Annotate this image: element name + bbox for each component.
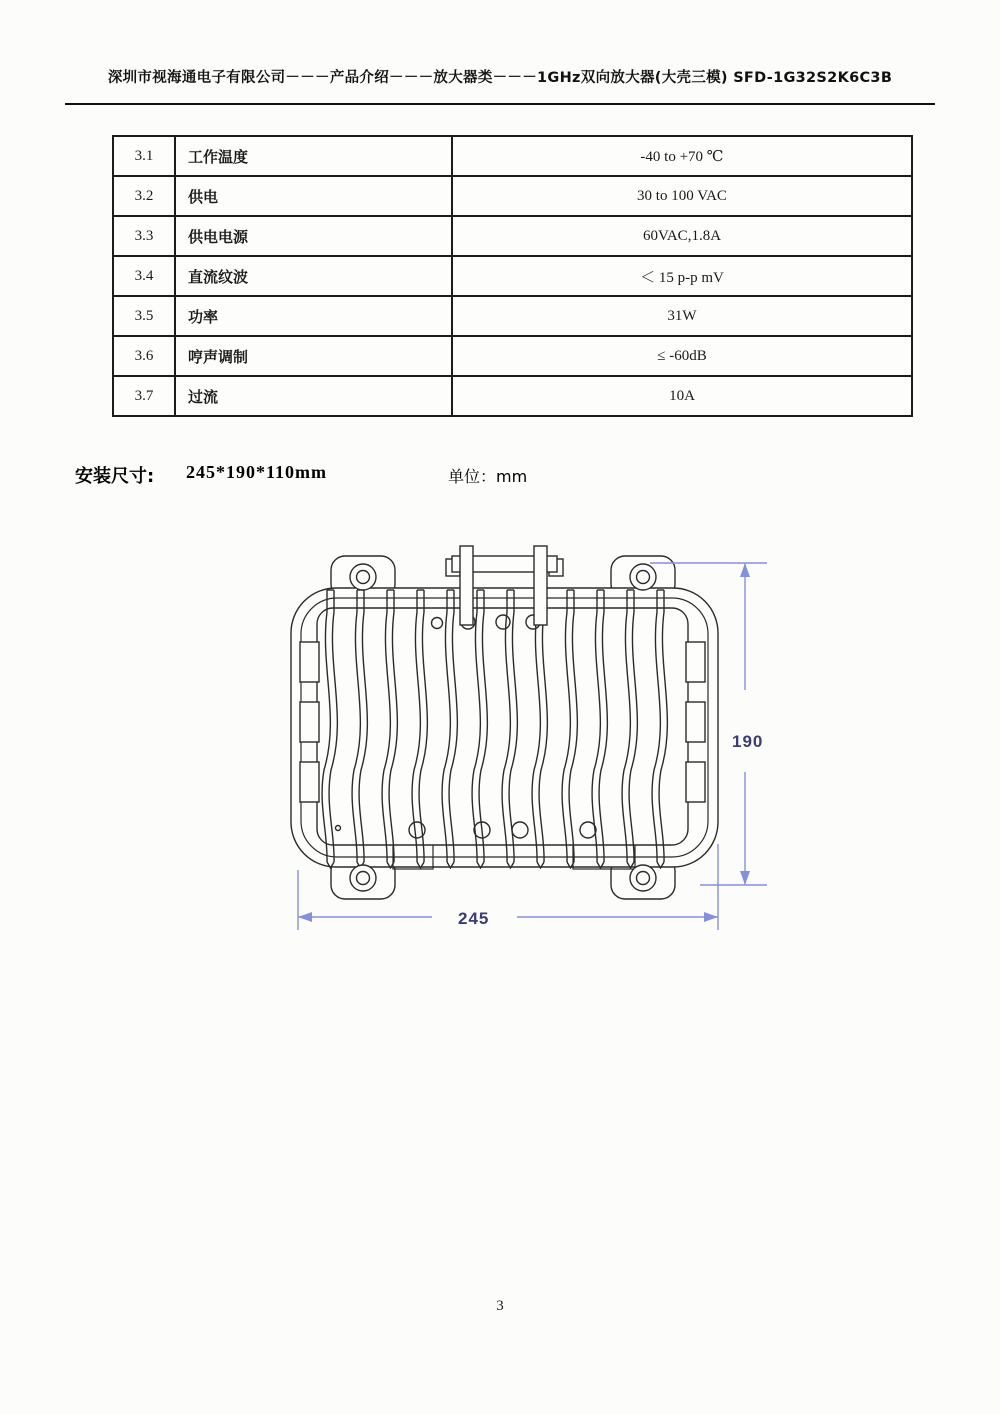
spec-value: ≤ -60dB — [452, 336, 912, 376]
header-divider-rule — [65, 103, 935, 105]
table-row — [113, 176, 912, 216]
spec-name: 直流纹波 — [175, 256, 452, 296]
table-row — [113, 296, 912, 336]
table-row — [113, 216, 912, 256]
table-row — [113, 136, 912, 176]
height-dimension-label: 190 — [732, 732, 764, 751]
spec-row-number: 3.4 — [113, 256, 175, 296]
spec-name: 哼声调制 — [175, 336, 452, 376]
spec-name: 供电电源 — [175, 216, 452, 256]
spec-row-number: 3.6 — [113, 336, 175, 376]
spec-name: 过流 — [175, 376, 452, 416]
spec-name: 工作温度 — [175, 136, 452, 176]
install-dimensions-value: 245*190*110mm — [186, 462, 327, 482]
table-row — [113, 376, 912, 416]
document-header-title: 深圳市视海通电子有限公司－－－产品介绍－－－放大器类－－－1GHz双向放大器(大壳三模) SFD-1G32S2K6C3B — [107, 70, 893, 86]
width-dimension-label: 245 — [458, 909, 490, 928]
spec-name: 供电 — [175, 176, 452, 216]
spec-row-number: 3.3 — [113, 216, 175, 256]
table-row — [113, 336, 912, 376]
install-unit-label: 单位：mm — [448, 467, 528, 486]
spec-row-number: 3.5 — [113, 296, 175, 336]
page-number: 3 — [496, 1298, 504, 1314]
spec-value: ＜ 15 p-p mV — [452, 256, 912, 296]
housing-technical-drawing — [270, 532, 790, 947]
table-row — [113, 256, 912, 296]
spec-row-number: 3.2 — [113, 176, 175, 216]
spec-value: 60VAC,1.8A — [452, 216, 912, 256]
spec-value: 10A — [452, 376, 912, 416]
spec-value: 31W — [452, 296, 912, 336]
spec-name: 功率 — [175, 296, 452, 336]
spec-row-number: 3.1 — [113, 136, 175, 176]
spec-value: -40 to +70 ℃ — [452, 136, 912, 176]
install-dimensions-label: 安装尺寸: — [75, 466, 155, 487]
install-dimensions-row — [0, 460, 1000, 490]
spec-table — [112, 135, 913, 417]
spec-value: 30 to 100 VAC — [452, 176, 912, 216]
spec-row-number: 3.7 — [113, 376, 175, 416]
